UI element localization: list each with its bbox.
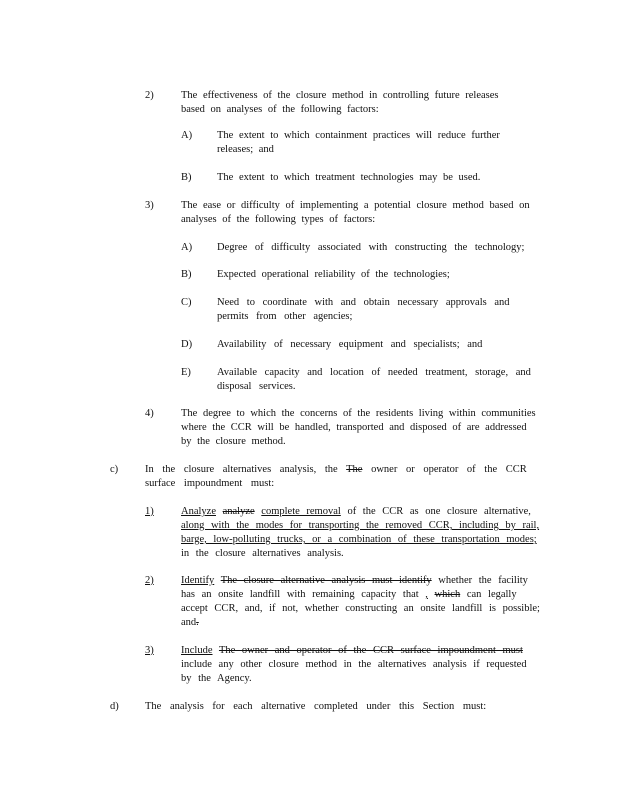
inserted-identify: Identify xyxy=(181,575,215,586)
section-c-text xyxy=(145,463,540,491)
sub-1-number: 1) xyxy=(145,506,154,517)
struck-period: . xyxy=(196,617,199,628)
item-2-text: The effectiveness of the closure method in controlling future releases based on analyses of the following factors: xyxy=(181,90,499,115)
item-3b-number: B) xyxy=(181,269,192,280)
sub-2-text-1: whether the facility has an onsite landfill with remaining capacity that xyxy=(181,575,528,600)
section-c-text-2: owner or operator of the CCR surface impoundment must: xyxy=(145,464,527,489)
item-3a-text: Degree of difficulty associated with constructing the technology; xyxy=(217,242,525,253)
inserted-comma: , xyxy=(425,589,428,600)
item-3e-text: Available capacity and location of needed treatment, storage, and disposal services. xyxy=(217,367,531,392)
section-c-text-1: In the closure alternatives analysis, the xyxy=(145,464,338,475)
inserted-include: Include xyxy=(181,645,213,656)
sub-3-number: 3) xyxy=(145,645,154,656)
sub-2-number: 2) xyxy=(145,575,154,586)
item-2a-text: The extent to which containment practices will reduce further releases; and xyxy=(217,130,500,155)
item-3-text: The ease or difficulty of implementing a potential closure method based on analyses of the following types of factors: xyxy=(181,200,530,225)
item-4-text: The degree to which the concerns of the residents living within communities where the CCR will be handled, transported and disposed of are addressed by the closure method. xyxy=(181,408,536,447)
inserted-transport-modes: along with the modes for transporting the removed CCR, including by rail, barge, low-polluting trucks, or a combination of these transportation modes; xyxy=(181,520,540,545)
item-2a-number: A) xyxy=(181,130,193,141)
struck-analysis-must-identify: The closure alternative analysis must identify xyxy=(220,575,432,586)
section-c-number: c) xyxy=(110,464,119,475)
struck-which: which xyxy=(434,589,461,600)
inserted-complete-removal: complete removal xyxy=(261,506,341,517)
item-3c-number: C) xyxy=(181,297,192,308)
item-4-number: 4) xyxy=(145,408,154,419)
sub-2-text xyxy=(181,574,546,630)
inserted-analyze: Analyze xyxy=(181,506,216,517)
sub-3-text xyxy=(181,644,541,686)
item-3e-number: E) xyxy=(181,367,191,378)
sub-3-text-1: include any other closure method in the alternatives analysis if requested by the Agency. xyxy=(181,659,527,684)
item-2-number: 2) xyxy=(145,90,154,101)
item-3a-number: A) xyxy=(181,242,193,253)
item-3b-text: Expected operational reliability of the technologies; xyxy=(217,269,450,280)
struck-analyze: analyze xyxy=(222,506,255,517)
section-d-number: d) xyxy=(110,701,119,712)
item-2b-number: B) xyxy=(181,172,192,183)
item-3d-text: Availability of necessary equipment and specialists; and xyxy=(217,339,483,350)
sub-2-text-2: can legally accept CCR, and, if not, whether constructing an onsite landfill is possible; and xyxy=(181,589,540,628)
item-3-number: 3) xyxy=(145,200,154,211)
item-2b-text: The extent to which treatment technologies may be used. xyxy=(217,172,481,183)
sub-1-text-2: in the closure alternatives analysis. xyxy=(181,548,344,559)
item-3c-text: Need to coordinate with and obtain necessary approvals and permits from other agencies; xyxy=(217,297,510,322)
section-d-text: The analysis for each alternative completed under this Section must: xyxy=(145,701,487,712)
sub-1-text xyxy=(181,505,546,561)
sub-1-text-1: of the CCR as one closure alternative, xyxy=(347,506,531,517)
item-3d-number: D) xyxy=(181,339,193,350)
struck-the: The xyxy=(346,464,363,475)
struck-owner-operator-must: The owner and operator of the CCR surface impoundment must xyxy=(218,645,523,656)
